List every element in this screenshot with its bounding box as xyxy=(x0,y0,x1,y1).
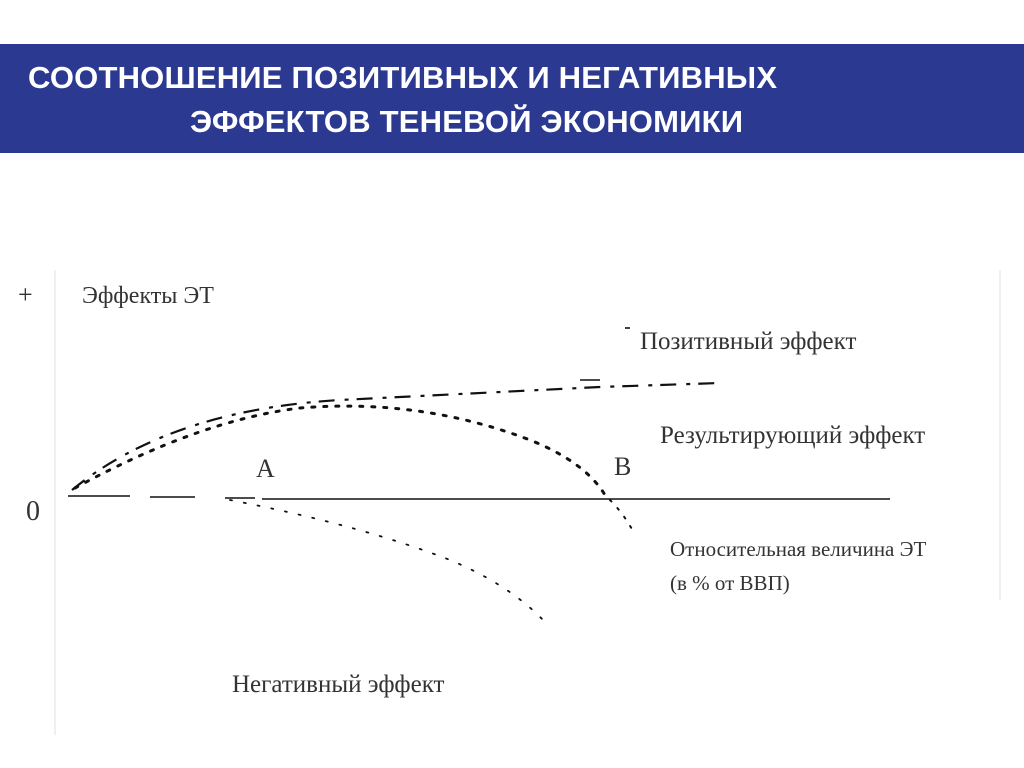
resulting-effect-tail xyxy=(610,500,635,535)
x-axis-label-line1: Относительная величина ЭТ xyxy=(670,537,927,561)
x-axis xyxy=(68,496,890,499)
negative-effect-curve xyxy=(230,500,545,622)
y-axis-label: Эффекты ЭТ xyxy=(82,283,214,309)
title-line-2: ЭФФЕКТОВ ТЕНЕВОЙ ЭКОНОМИКИ xyxy=(190,104,744,139)
origin-label: 0 xyxy=(26,496,40,527)
negative-effect-label: Негативный эффект xyxy=(232,671,445,698)
positive-effect-label: Позитивный эффект xyxy=(640,328,857,355)
point-a-label: A xyxy=(256,454,275,483)
resulting-effect-label: Результирующий эффект xyxy=(660,422,926,449)
point-b-label: B xyxy=(614,452,632,481)
title-line-1: СООТНОШЕНИЕ ПОЗИТИВНЫХ И НЕГАТИВНЫХ xyxy=(28,60,778,95)
resulting-effect-curve xyxy=(75,406,605,495)
y-axis-plus: + xyxy=(18,280,33,309)
x-axis-label-line2: (в % от ВВП) xyxy=(670,571,790,595)
